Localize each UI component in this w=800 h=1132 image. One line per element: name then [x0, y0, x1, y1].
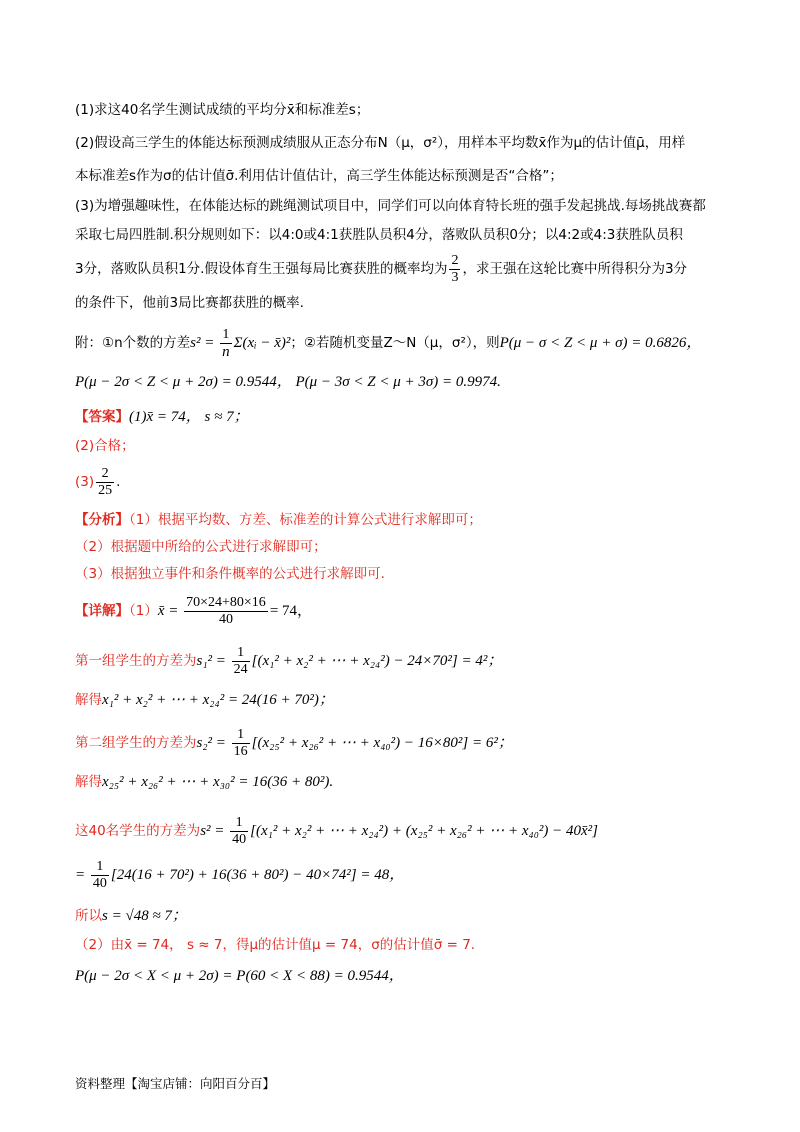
question-3-line-4: 的条件下，他前3局比赛都获胜的概率.: [75, 295, 304, 311]
detail-solve-1: 解得x₁² + x₂² + ⋯ + x₂₄² = 24(16 + 70²)；: [75, 692, 334, 708]
analysis-line-1: 【分析】（1）根据平均数、方差、标准差的计算公式进行求解即可；: [75, 512, 482, 528]
answer-line-1: 【答案】(1)x̄ = 74， s ≈ 7；: [75, 409, 249, 425]
question-3-line-2: 采取七局四胜制.积分规则如下：以4:0或4:1获胜队员积4分，落败队员积0分；以4:2或4:3获胜队员积: [75, 227, 683, 243]
detail-probability: P(μ − 2σ < X < μ + 2σ) = P(60 < X < 88) = 0.9544，: [75, 968, 404, 984]
analysis-line-3: （3）根据独立事件和条件概率的公式进行求解即可.: [75, 566, 385, 582]
question-2-line-2: 本标准差s作为σ的估计值σ̄.利用估计值估计，高三学生体能达标预测是否“合格”；: [75, 168, 563, 184]
detail-variance-2: 第二组学生的方差为s₂² = $\frac{1}{16}$ [(x₂₅² + x₂₆² + ⋯ + x₄₀²) − 16×80²] = 6²；: [75, 726, 513, 759]
probability-fraction: $\frac{2}{3}$: [451, 252, 459, 285]
answer-line-3: (3) $\frac{2}{25}$ .: [75, 465, 121, 498]
appendix-line-1: 附：①n个数的方差s² = $\frac{1}{n}$ Σ(xᵢ − x̄)²；②若随机变量Z～N（μ，σ²），则P(μ − σ < Z < μ + σ) = 0.6826，: [75, 326, 702, 360]
answer-line-2: (2)合格；: [75, 438, 135, 454]
analysis-line-2: （2）根据题中所给的公式进行求解即可；: [75, 539, 327, 555]
detail-variance-3: 这40名学生的方差为s² = $\frac{1}{40}$ [(x₁² + x₂² + ⋯ + x₂₄²) + (x₂₅² + x₂₆² + ⋯ + x₄₀²) − 40x̄²]: [75, 814, 599, 847]
variance-3-fraction: $\frac{1}{40}$: [232, 814, 247, 847]
detail-part-2: （2）由x̄ = 74， s ≈ 7，得μ的估计值μ = 74，σ的估计值σ̄ = 7.: [75, 937, 476, 953]
appendix-line-2: P(μ − 2σ < Z < μ + 2σ) = 0.9544， P(μ − 3σ < Z < μ + 3σ) = 0.9974.: [75, 374, 501, 390]
detail-variance-1: 第一组学生的方差为s₁² = $\frac{1}{24}$ [(x₁² + x₂² + ⋯ + x₂₄²) − 24×70²] = 4²；: [75, 644, 503, 677]
question-3-line-3: 3分，落败队员积1分.假设体育生王强每局比赛获胜的概率均为 $\frac{2}{3}$ ，求王强在这轮比赛中所得积分为3分: [75, 252, 688, 285]
detail-solve-2: 解得x₂₅² + x₂₆² + ⋯ + x₃₀² = 16(36 + 80²).: [75, 774, 334, 790]
detail-line-1: 【详解】（1）x̄ = $\frac{70\times 24+80\times 16}{40}$ = 74，: [75, 594, 313, 627]
detail-sd: 所以s = √48 ≈ 7；: [75, 908, 187, 924]
footer-source: 资料整理【淘宝店铺：向阳百分百】: [75, 1076, 276, 1091]
answer-fraction: $\frac{2}{25}$: [98, 465, 113, 498]
variance-4-fraction: $\frac{1}{40}$: [92, 858, 107, 891]
variance-2-fraction: $\frac{1}{16}$: [233, 726, 248, 759]
variance-fraction: $\frac{1}{n}$: [222, 326, 230, 360]
question-2-line-1: (2)假设高三学生的体能达标预测成绩服从正态分布N（μ，σ²），用样本平均数x̄作为μ的估计值μ̄，用样: [75, 135, 686, 151]
mean-fraction: $\frac{70\times 24+80\times 16}{40}$: [186, 594, 266, 627]
question-3-line-1: (3)为增强趣味性，在体能达标的跳绳测试项目中，同学们可以向体育特长班的强手发起挑战.每场挑战赛都: [75, 198, 706, 214]
variance-1-fraction: $\frac{1}{24}$: [233, 644, 248, 677]
detail-variance-4: = $\frac{1}{40}$ [24(16 + 70²) + 16(36 + 80²) − 40×74²] = 48，: [75, 858, 405, 891]
question-1: (1)求这40名学生测试成绩的平均分x̄和标准差s；: [75, 102, 370, 118]
